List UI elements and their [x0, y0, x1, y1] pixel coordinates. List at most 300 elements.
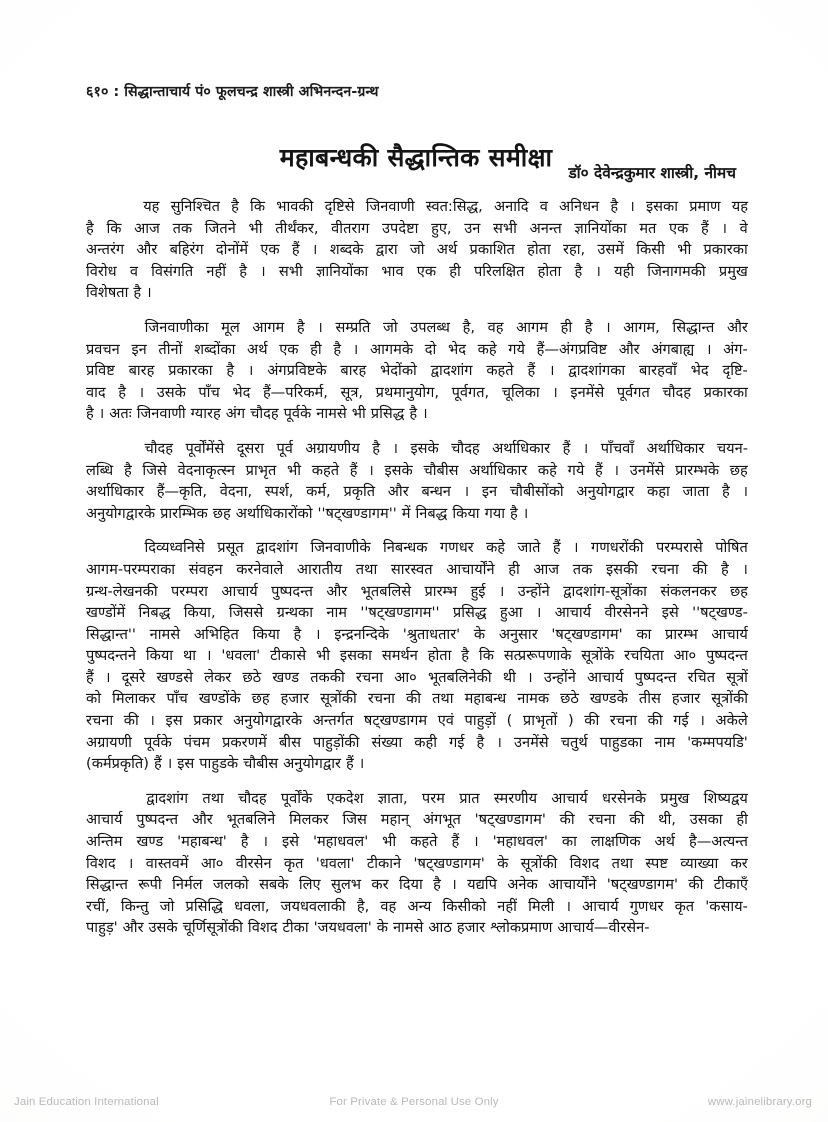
- word: अंगभूत: [422, 811, 461, 829]
- word: आचार्य: [554, 604, 592, 622]
- word: हजार: [280, 690, 309, 708]
- word: सूत्रों: [726, 668, 748, 686]
- word: अतः: [109, 405, 132, 423]
- word: चूर्णिसूत्रोंकी: [182, 919, 243, 937]
- text-line: [86, 460, 748, 482]
- word: मिलाकर: [112, 690, 156, 708]
- word: अन्तर्गत: [312, 712, 354, 730]
- word: 'श्रुताधतार': [402, 625, 461, 643]
- word: रचना: [367, 690, 395, 708]
- word: आगम: [516, 318, 548, 336]
- word: ।: [451, 876, 457, 894]
- word: कहे: [537, 461, 557, 479]
- word: सिद्धान्त: [86, 876, 128, 894]
- word: मत: [639, 219, 657, 237]
- word: निबन्धक: [383, 539, 428, 557]
- word: कि: [106, 219, 122, 237]
- word: मूल: [221, 318, 240, 336]
- word: है: [409, 405, 418, 423]
- word: हुआ: [499, 604, 523, 622]
- word: प्रमुख: [718, 262, 748, 280]
- word: इसका: [339, 647, 372, 665]
- word: निबद्ध: [415, 504, 448, 522]
- word: पुष्पदन्त: [271, 582, 313, 600]
- word: विशेषता: [86, 284, 129, 302]
- word: रचित: [687, 668, 716, 686]
- word: ग्रन्थका: [276, 604, 314, 622]
- word: गये: [567, 461, 585, 479]
- word: और: [122, 919, 144, 937]
- word: तथा: [202, 789, 224, 807]
- word: की: [688, 876, 704, 894]
- word: समर्थन: [381, 647, 418, 665]
- word: की: [406, 690, 422, 708]
- word: नाम: [654, 733, 676, 751]
- word: इसके: [384, 461, 413, 479]
- word: अनेक: [507, 876, 538, 894]
- word: छह: [251, 690, 270, 708]
- word: खण्ड: [272, 668, 300, 686]
- word: प्रकरणमें: [222, 733, 267, 751]
- word: होता: [527, 241, 551, 259]
- word: नहीं: [497, 897, 517, 915]
- word: 'धवला': [315, 854, 355, 872]
- word: रचयिता: [624, 647, 664, 665]
- word: वीरसेनने: [604, 604, 649, 622]
- word: नामसे: [316, 405, 347, 423]
- word: एक: [416, 262, 437, 280]
- word: कि: [478, 647, 494, 665]
- word: और: [387, 483, 409, 501]
- word: अंग-: [723, 340, 748, 358]
- word: आ०: [394, 668, 417, 686]
- word: ।: [605, 318, 611, 336]
- text-line: [86, 788, 748, 810]
- word: रचना: [86, 712, 114, 730]
- word: चूलिका: [501, 383, 540, 401]
- word: चौबीस: [243, 755, 279, 773]
- word: चौदह: [451, 439, 480, 457]
- word: भूतबलिने: [226, 811, 276, 829]
- word: वास्तवमें: [145, 854, 189, 872]
- word: टीकाएँ: [713, 876, 748, 894]
- word: आ०: [673, 647, 697, 665]
- word: हैं: [595, 461, 603, 479]
- text-line: [86, 438, 748, 460]
- word: 'षट्खण्डागम': [413, 854, 485, 872]
- text-line: [86, 196, 748, 218]
- word: जयधवलाकी: [280, 897, 346, 915]
- word: उसके: [148, 919, 178, 937]
- word: सम्प्रति: [335, 318, 371, 336]
- word: अर्थाधिकारोंको: [235, 504, 313, 522]
- word: आगमके: [369, 340, 414, 358]
- word: वाद: [86, 383, 106, 401]
- word: आचार्योंने: [548, 876, 597, 894]
- word: प्राभृतों: [522, 712, 558, 730]
- word: आचार्योंने: [446, 560, 495, 578]
- word: है—अत्यन्त: [688, 833, 748, 851]
- word: प्रकारका: [703, 383, 748, 401]
- word: सूत्रोंकी: [320, 690, 357, 708]
- paragraph-para-4: [86, 537, 748, 775]
- word: शिष्यद्वय: [703, 789, 748, 807]
- paragraph-para-1: [86, 196, 748, 304]
- word: यह: [731, 198, 748, 215]
- word: पाँचवाँ: [600, 439, 634, 457]
- word: प्रविष्ट: [86, 362, 115, 380]
- word: किया: [252, 625, 280, 643]
- word: भी: [248, 219, 263, 237]
- text-line: [86, 403, 748, 425]
- text-line: [86, 559, 748, 581]
- word: पाहुड़ोंकी: [313, 733, 360, 751]
- word: ।: [705, 340, 712, 358]
- word: प्रकार: [193, 712, 223, 730]
- word: वीतराग: [331, 219, 370, 237]
- word: संवहन: [188, 560, 223, 578]
- word: और: [136, 241, 158, 259]
- word: बारह: [128, 362, 155, 380]
- word: है: [133, 284, 142, 302]
- text-line: [86, 317, 748, 339]
- word: पूर्वके: [144, 733, 172, 751]
- word: आचार्य: [221, 582, 258, 600]
- word: ग्यारह: [190, 405, 221, 423]
- word: था: [182, 647, 197, 665]
- text-line: [86, 382, 748, 404]
- word: किसीको: [442, 897, 487, 915]
- word: करनेवाले: [236, 560, 284, 578]
- word: आगम,: [623, 318, 660, 336]
- word: ही: [560, 318, 573, 336]
- word: निबद्ध: [138, 604, 171, 622]
- word: आचार्य: [587, 668, 624, 686]
- word: है: [231, 198, 239, 215]
- word: महान्: [380, 811, 410, 829]
- word: प्रारम्भके: [675, 461, 720, 479]
- word: प्रसिद्ध: [370, 405, 405, 423]
- word: पाहुड़ों: [464, 712, 496, 730]
- word: उसका: [689, 811, 723, 829]
- word: दूसरा: [236, 439, 265, 457]
- word: है: [510, 504, 518, 522]
- word: अन्तिम: [86, 833, 123, 851]
- word: जाता: [682, 483, 710, 501]
- paragraph-para-2: [86, 317, 748, 425]
- word: है: [461, 647, 470, 665]
- word: श्लोकप्रमाण: [490, 919, 553, 937]
- word: ।: [582, 439, 589, 457]
- word: प्रकाशित: [469, 241, 515, 259]
- word: अनुसार: [498, 625, 538, 643]
- word: विशद: [569, 854, 600, 872]
- word: भी: [677, 241, 692, 259]
- word: 'कम्मपयडि': [687, 733, 748, 751]
- word: है: [721, 483, 730, 501]
- word: अनन्त: [529, 219, 562, 237]
- word: गुणधर: [629, 897, 664, 915]
- word: वेदना,: [219, 483, 253, 501]
- word: सूत्रोंके: [581, 647, 615, 665]
- word: भूतबलिसे: [360, 582, 412, 600]
- word: रहा,: [563, 241, 586, 259]
- word: है: [86, 405, 94, 423]
- word: ही: [736, 811, 748, 829]
- word: ।: [721, 219, 727, 237]
- word: ।: [262, 833, 268, 851]
- word: ।: [613, 461, 620, 479]
- running-head: ६१० : सिद्धान्ताचार्य पं० फूलचन्द्र शास्त्री अभिनन्दन-ग्रन्थ: [86, 84, 379, 100]
- word: प्रसिद्ध: [452, 604, 487, 622]
- word: इसे: [661, 604, 679, 622]
- word: ''षट्खण्डागम'': [317, 504, 397, 522]
- word: प्रारम्भिक: [160, 504, 208, 522]
- word: आरातीय: [296, 560, 343, 578]
- word: प्रमाण: [689, 198, 721, 215]
- word: अर्थ: [436, 241, 458, 259]
- word: तथा: [432, 690, 454, 708]
- word: ।: [247, 362, 254, 380]
- author-byline: डॉ० देवेन्द्रकुमार शास्त्री, नीमच: [568, 164, 736, 182]
- word: हुए,: [431, 219, 452, 237]
- word: चौदह: [144, 439, 173, 457]
- word: यह: [143, 198, 160, 215]
- word: रचना: [355, 668, 384, 686]
- word: बारह: [340, 362, 367, 380]
- word: स्पर्श,: [264, 483, 294, 501]
- word: है: [118, 383, 126, 401]
- word: ।: [549, 362, 555, 380]
- word: हैं—अंगप्रविष्ट: [536, 340, 608, 358]
- word: जिनवाणीका: [144, 318, 209, 336]
- word: की: [647, 712, 663, 730]
- word: थी: [502, 668, 516, 686]
- word: जिनवाणी: [136, 405, 186, 423]
- word: छठे: [242, 668, 262, 686]
- text-line: [86, 667, 748, 689]
- footer-center-text: For Private & Personal Use Only: [329, 1096, 499, 1108]
- word: अनुयोगद्वार: [283, 755, 341, 773]
- word: इन्द्रनन्दिके: [334, 625, 389, 643]
- word: पुष्पदन्तने: [86, 647, 136, 665]
- word: ।: [498, 582, 505, 600]
- word: भाव: [381, 262, 404, 280]
- word: महाबन्ध: [464, 690, 507, 708]
- word: इस: [177, 755, 195, 773]
- word: आचार्य: [86, 811, 123, 829]
- word: ।: [166, 755, 173, 773]
- word: नाम: [326, 604, 347, 622]
- word: आगम: [252, 318, 285, 336]
- word: का: [561, 833, 577, 851]
- word: प्रकारका: [168, 362, 213, 380]
- word: (कर्मप्रकृति): [86, 755, 149, 773]
- word: जिससे: [228, 604, 264, 622]
- word: ।: [699, 712, 705, 730]
- word: उनमेंसे: [629, 461, 665, 479]
- word: आज: [533, 560, 560, 578]
- word: स्वत:सिद्ध,: [425, 198, 483, 215]
- word: अकेले: [715, 712, 748, 730]
- word: किया: [145, 647, 174, 665]
- word: पाहुडके: [199, 755, 239, 773]
- word: और: [726, 318, 748, 336]
- word: वेदनाकृत्स्न: [177, 461, 235, 479]
- word: ।: [352, 340, 359, 358]
- word: ।: [742, 560, 748, 578]
- word: मिलकर: [289, 811, 329, 829]
- word: ''षट्खण्ड-: [692, 604, 748, 622]
- word: की: [559, 811, 575, 829]
- text-line: [86, 732, 748, 754]
- word: अनुयोगद्वारके: [86, 504, 156, 522]
- word: अर्थाधिकार: [646, 439, 705, 457]
- word: लाक्षणिक: [590, 833, 641, 851]
- word: बहिरंग: [169, 241, 204, 259]
- word: चौबीसोंको: [509, 483, 564, 501]
- word: जो: [159, 897, 175, 915]
- word: खण्डोंमें: [86, 604, 126, 622]
- word: छह: [729, 461, 748, 479]
- word: भी: [315, 647, 331, 665]
- word: उपलब्ध: [410, 318, 450, 336]
- word: प्रारम्भ: [424, 582, 458, 600]
- text-line: [86, 688, 748, 710]
- word: है: [296, 318, 305, 336]
- word: उपदेष्टा: [382, 219, 419, 237]
- word: शब्दके: [329, 241, 364, 259]
- word: है: [721, 560, 729, 578]
- word: की: [629, 811, 645, 829]
- page-title: महाबन्धकी सैद्धान्तिक समीक्षा: [279, 142, 553, 172]
- text-line: [86, 853, 748, 875]
- word: कहते: [410, 833, 438, 851]
- word: ।: [368, 461, 374, 479]
- word: अभिहित: [193, 625, 239, 643]
- word: आज: [134, 219, 160, 237]
- word: ही: [508, 560, 520, 578]
- word: अग्रायणीय: [305, 439, 360, 457]
- word: नामक: [517, 690, 550, 708]
- word: पुष्पदन्त: [634, 668, 677, 686]
- word: हैं: [451, 833, 460, 851]
- word: हैं: [527, 362, 536, 380]
- word: पाँच: [166, 690, 188, 708]
- word: किया: [452, 504, 480, 522]
- word: ।: [317, 318, 323, 336]
- word: प्रकृति: [343, 483, 376, 501]
- word: सिद्धान्त: [672, 318, 715, 336]
- word: द्वारा: [375, 241, 398, 259]
- text-line: [86, 753, 748, 775]
- word: प्रात: [459, 789, 480, 807]
- word: उसके: [156, 383, 186, 401]
- word: ।: [358, 755, 365, 773]
- footer-right-link[interactable]: www.jainelibrary.org: [707, 1096, 812, 1108]
- word: ।: [138, 383, 145, 401]
- word: सिद्धान्त'': [86, 625, 136, 643]
- word: परिलक्षित: [473, 262, 525, 280]
- word: खण्डोंके: [198, 690, 241, 708]
- word: स्मरणीय: [493, 789, 538, 807]
- word: अर्थाधिकार: [492, 439, 551, 457]
- word: पूर्वगत,: [451, 383, 490, 401]
- text-line: [86, 360, 748, 382]
- word: अंगबाह्य: [651, 340, 695, 358]
- word: परम: [421, 789, 445, 807]
- word: हैं—परिकर्म,: [262, 383, 328, 401]
- text-line: [86, 809, 748, 831]
- word: निर्मल: [172, 876, 203, 894]
- word: ।: [522, 504, 529, 522]
- word: ।: [104, 668, 111, 686]
- word: में: [401, 504, 411, 522]
- word: ।: [149, 712, 155, 730]
- word: की: [692, 560, 708, 578]
- word: विशद: [86, 854, 116, 872]
- word: आचार्य: [582, 897, 619, 915]
- word: ।: [595, 262, 601, 280]
- word: रचीं,: [86, 897, 110, 915]
- word: छह: [212, 504, 231, 522]
- text-line: [86, 282, 748, 304]
- paragraph-para-5: [86, 788, 748, 939]
- text-line: [86, 581, 748, 603]
- word: ।: [527, 668, 533, 686]
- word: इसके: [410, 439, 439, 457]
- word: सारस्वत: [390, 560, 433, 578]
- word: ।: [573, 539, 579, 557]
- paragraph-indent: [86, 788, 132, 810]
- word: उसमें: [597, 241, 625, 259]
- word: हैं: [345, 755, 354, 773]
- word: तीर्थंकर,: [275, 219, 319, 237]
- word: भी: [351, 405, 366, 423]
- word: है: [293, 625, 302, 643]
- word: व: [539, 198, 548, 215]
- word: कर: [371, 876, 389, 894]
- word: रचना: [651, 560, 679, 578]
- word: कहते: [311, 461, 340, 479]
- word: कहे: [477, 340, 497, 358]
- word: प्रमुख: [660, 789, 690, 807]
- word: बन्धन: [421, 483, 451, 501]
- word: पाहुडका: [599, 733, 643, 751]
- word: गया: [484, 504, 506, 522]
- word: सूत्रोंकी: [520, 854, 558, 872]
- word: तीनों: [158, 340, 183, 358]
- word: गणधर: [439, 539, 474, 557]
- word: प्रकारका: [703, 241, 748, 259]
- word: विरोध: [86, 262, 117, 280]
- word: अनादि: [493, 198, 529, 215]
- word: शब्दोंका: [194, 340, 236, 358]
- word: जो: [383, 318, 398, 336]
- word: ।: [260, 262, 266, 280]
- word: के: [376, 919, 388, 937]
- text-line: [86, 896, 748, 918]
- article-body: [86, 196, 748, 952]
- word: चौदह: [662, 383, 691, 401]
- word: पूर्वगत: [616, 383, 650, 401]
- word: अन्तरंग: [86, 241, 125, 259]
- word: दिव्यध्वनिसे: [144, 539, 205, 557]
- word: हैं: [349, 461, 358, 479]
- word: लब्धि: [86, 461, 114, 479]
- paragraph-para-3: [86, 438, 748, 524]
- footer-left-text: Jain Education International: [14, 1096, 159, 1108]
